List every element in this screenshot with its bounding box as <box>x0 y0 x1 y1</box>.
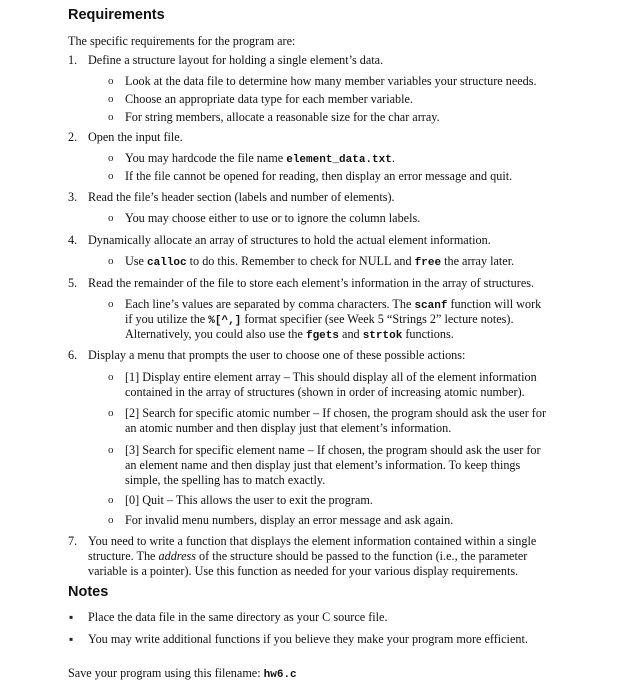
circle-bullet-icon: o <box>108 75 114 87</box>
step-3-bullet-1: You may choose either to use or to ignore the column labels. <box>125 211 421 225</box>
menu-option-2-line-2: an atomic number and then display just that element’s information. <box>125 421 452 435</box>
circle-bullet-icon: o <box>108 170 114 182</box>
step-7-line-2: structure. The address of the structure should be passed to the function (i.e., the parameter <box>88 549 528 563</box>
note-2: You may write additional functions if you believe they make your program more efficient. <box>88 632 528 646</box>
step-7-line-1: You need to write a function that displays the element information contained within a single <box>88 534 537 548</box>
step-1-bullet-3: For string members, allocate a reasonable size for the char array. <box>125 110 440 124</box>
circle-bullet-icon: o <box>108 494 114 506</box>
menu-option-3-line-3: simple, the spelling has to match exactly. <box>125 473 326 487</box>
step-6-number: 6. <box>68 348 78 362</box>
notes-heading: Notes <box>68 584 109 600</box>
step-3-number: 3. <box>68 190 78 204</box>
step-2-bullet-2: If the file cannot be opened for reading, then display an error message and quit. <box>125 169 513 183</box>
circle-bullet-icon: o <box>108 93 114 105</box>
step-7-number: 7. <box>68 534 78 548</box>
step-4-text: Dynamically allocate an array of structures to hold the actual element information. <box>88 233 491 247</box>
scanf-code: scanf <box>414 300 448 312</box>
menu-option-2-line-1: [2] Search for specific atomic number – If chosen, the program should ask the user for <box>125 406 547 420</box>
circle-bullet-icon: o <box>108 371 114 383</box>
step-5-bullet-1-line-1: Each line’s values are separated by comma characters. The scanf function will work <box>125 297 542 312</box>
step-1-bullet-2: Choose an appropriate data type for each member variable. <box>125 92 413 106</box>
free-code: free <box>414 257 442 269</box>
filename-hw6-code: hw6.c <box>263 669 297 681</box>
step-1-bullet-1: Look at the data file to determine how many member variables your structure needs. <box>125 74 537 88</box>
square-bullet-icon: ▪ <box>69 632 74 646</box>
menu-option-1-line-1: [1] Display entire element array – This should display all of the element information <box>125 370 537 384</box>
note-1: Place the data file in the same directory as your C source file. <box>88 610 388 624</box>
step-5-number: 5. <box>68 276 78 290</box>
circle-bullet-icon: o <box>108 298 114 310</box>
menu-option-3-line-2: an element name and then display just that element’s information. To keep things <box>125 458 521 472</box>
step-4-number: 4. <box>68 233 78 247</box>
step-3-text: Read the file’s header section (labels and number of elements). <box>88 190 395 204</box>
circle-bullet-icon: o <box>108 212 114 224</box>
circle-bullet-icon: o <box>108 111 114 123</box>
strtok-code: strtok <box>362 330 403 342</box>
menu-option-0: [0] Quit – This allows the user to exit the program. <box>125 493 373 507</box>
square-bullet-icon: ▪ <box>69 610 74 624</box>
step-5-bullet-1-line-3: Alternatively, you could also use the fgets and strtok functions. <box>125 327 454 342</box>
step-5-text: Read the remainder of the file to store each element’s information in the array of structures. <box>88 276 535 290</box>
filename-code: element_data.txt <box>286 154 392 166</box>
circle-bullet-icon: o <box>108 407 114 419</box>
step-7-line-3: variable is a pointer). Use this function as needed for your various display requirements. <box>88 564 519 578</box>
requirements-heading: Requirements <box>68 7 165 23</box>
circle-bullet-icon: o <box>108 255 114 267</box>
step-4-bullet-1: Use calloc to do this. Remember to check for NULL and free the array later. <box>125 254 515 269</box>
save-instruction: Save your program using this filename: hw6.c <box>68 666 297 681</box>
step-6-text: Display a menu that prompts the user to choose one of these possible actions: <box>88 348 466 362</box>
step-2-bullet-1: You may hardcode the file name element_data.txt. <box>125 151 395 166</box>
step-1-number: 1. <box>68 53 78 67</box>
circle-bullet-icon: o <box>108 152 114 164</box>
circle-bullet-icon: o <box>108 514 114 526</box>
circle-bullet-icon: o <box>108 444 114 456</box>
fgets-code: fgets <box>305 330 339 342</box>
menu-option-1-line-2: contained in the array of structures (shown in order of increasing atomic number). <box>125 385 525 399</box>
step-2-number: 2. <box>68 130 78 144</box>
step-2-text: Open the input file. <box>88 130 183 144</box>
calloc-code: calloc <box>147 257 187 269</box>
step-1-text: Define a structure layout for holding a single element’s data. <box>88 53 384 67</box>
step-5-bullet-1-line-2: if you utilize the %[^,] format specifier (see Week 5 “Strings 2” lecture notes). <box>125 312 514 327</box>
address-emphasis: address <box>158 549 196 563</box>
menu-invalid-option: For invalid menu numbers, display an error message and ask again. <box>125 513 454 527</box>
format-specifier-code: %[^,] <box>208 315 242 327</box>
menu-option-3-line-1: [3] Search for specific element name – If chosen, the program should ask the user for <box>125 443 541 457</box>
intro-text: The specific requirements for the program are: <box>68 34 296 48</box>
